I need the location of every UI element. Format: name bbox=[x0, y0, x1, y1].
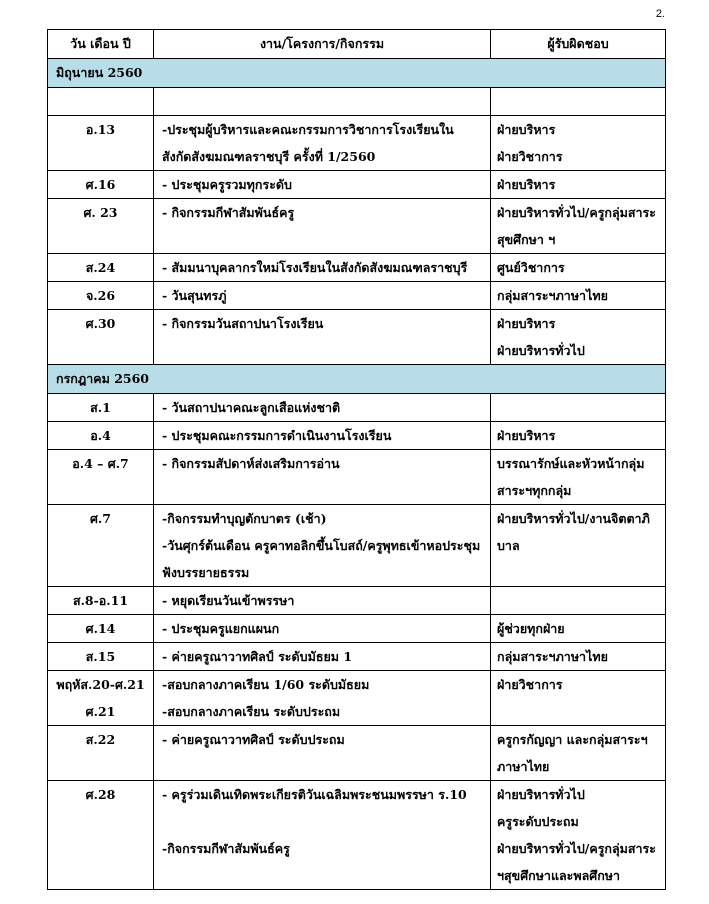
responsible-cell bbox=[491, 726, 666, 781]
date-cell-line: พฤหัส.20-ศ.21 bbox=[56, 677, 145, 692]
activity-cell-line: -กิจกรรมกีฬาสัมพันธ์ครู bbox=[162, 841, 290, 856]
date-cell-line: ศ.16 bbox=[85, 177, 116, 192]
activity-cell bbox=[154, 88, 491, 116]
activity-cell bbox=[154, 171, 491, 199]
responsible-cell-line: ฝ่ายบริหารทั่วไป/งานจิตตาภิ bbox=[497, 511, 650, 526]
date-cell bbox=[48, 88, 154, 116]
date-cell bbox=[48, 505, 154, 587]
date-cell bbox=[48, 726, 154, 781]
table-row bbox=[48, 199, 666, 254]
activity-cell bbox=[154, 199, 491, 254]
responsible-cell-line: บาล bbox=[497, 538, 520, 553]
table-row bbox=[48, 254, 666, 282]
table-row bbox=[48, 726, 666, 781]
activity-cell-line: - ค่ายครูณาวาทศิลป์ ระดับประถม bbox=[162, 732, 345, 747]
responsible-cell bbox=[491, 282, 666, 310]
activity-cell bbox=[154, 781, 491, 890]
table-header-row bbox=[48, 30, 666, 59]
activity-cell-line: สังกัดสังฆมณฑลราชบุรี ครั้งที่ 1/2560 bbox=[162, 149, 376, 164]
activity-cell-line: - ครูร่วมเดินเทิดพระเกียรติวันเฉลิมพระชนมพรรษา ร.10 bbox=[162, 787, 467, 802]
responsible-cell bbox=[491, 643, 666, 671]
activity-cell-line: ฟังบรรยายธรรม bbox=[162, 565, 250, 580]
activity-cell bbox=[154, 116, 491, 171]
activity-cell-line: - ประชุมครูรวมทุกระดับ bbox=[162, 177, 292, 192]
date-cell-line: อ.13 bbox=[85, 122, 116, 137]
month-header-row bbox=[48, 365, 666, 394]
responsible-cell bbox=[491, 254, 666, 282]
table-row bbox=[48, 422, 666, 450]
responsible-cell-line: ครูระดับประถม bbox=[497, 814, 579, 829]
responsible-cell-line: สุขศึกษา ฯ bbox=[497, 232, 556, 247]
table-row bbox=[48, 88, 666, 116]
table-row bbox=[48, 282, 666, 310]
header-responsible: ผู้รับผิดชอบ bbox=[491, 30, 666, 59]
responsible-cell-line bbox=[497, 88, 665, 115]
date-cell bbox=[48, 450, 154, 505]
activity-cell bbox=[154, 394, 491, 422]
activity-cell-line: -สอบกลางภาคเรียน 1/60 ระดับมัธยม bbox=[162, 677, 370, 692]
responsible-cell-line: ฝ่ายบริหาร bbox=[497, 177, 556, 192]
responsible-cell-line bbox=[497, 394, 665, 421]
date-cell bbox=[48, 199, 154, 254]
table-row bbox=[48, 394, 666, 422]
table-row bbox=[48, 450, 666, 505]
responsible-cell bbox=[491, 781, 666, 890]
responsible-cell-line: ศูนย์วิชาการ bbox=[497, 260, 565, 275]
date-cell-line: ศ.14 bbox=[85, 621, 116, 636]
date-cell bbox=[48, 615, 154, 643]
responsible-cell-line: ฝ่ายบริหารทั่วไป/ครูกลุ่มสาระ bbox=[497, 841, 656, 856]
table-row bbox=[48, 643, 666, 671]
schedule-table bbox=[47, 29, 666, 890]
responsible-cell-line: สาระฯทุกกลุ่ม bbox=[497, 483, 572, 498]
responsible-cell bbox=[491, 450, 666, 505]
responsible-cell-line: บรรณารักษ์และหัวหน้ากลุ่ม bbox=[497, 456, 645, 471]
activity-cell bbox=[154, 282, 491, 310]
responsible-cell-line: ฝ่ายบริหาร bbox=[497, 122, 556, 137]
date-cell bbox=[48, 587, 154, 615]
table-row bbox=[48, 587, 666, 615]
responsible-cell-line: ฝ่ายบริหาร bbox=[497, 316, 556, 331]
activity-cell-line: - ประชุมครูแยกแผนก bbox=[162, 621, 280, 636]
table-row bbox=[48, 171, 666, 199]
date-cell bbox=[48, 671, 154, 726]
date-cell-line: ส.1 bbox=[90, 400, 111, 415]
responsible-cell bbox=[491, 671, 666, 726]
responsible-cell-line: ฝ่ายวิชาการ bbox=[497, 677, 563, 692]
table-row bbox=[48, 310, 666, 365]
activity-cell-line: -วันศุกร์ต้นเดือน ครูคาทอลิกขึ้นโบสถ์/ครูพุทธเข้าหอประชุม bbox=[162, 538, 481, 553]
date-cell-line: ศ.28 bbox=[85, 787, 116, 802]
table-row bbox=[48, 781, 666, 890]
page-number: 2. bbox=[655, 8, 665, 20]
responsible-cell-line: ฝ่ายบริหาร bbox=[497, 428, 556, 443]
responsible-cell-line: ครูกรกัญญา และกลุ่มสาระฯ bbox=[497, 732, 648, 747]
activity-cell bbox=[154, 450, 491, 505]
responsible-cell-line: ฝ่ายบริหารทั่วไป bbox=[497, 343, 585, 358]
activity-cell-line: - กิจกรรมวันสถาปนาโรงเรียน bbox=[162, 316, 324, 331]
header-activity: งาน/โครงการ/กิจกรรม bbox=[154, 30, 491, 59]
activity-cell-line bbox=[162, 808, 490, 835]
responsible-cell-line: กลุ่มสาระฯภาษาไทย bbox=[497, 288, 608, 303]
activity-cell-line: - สัมมนาบุคลากรใหม่โรงเรียนในสังกัดสังฆมณฑลราชบุรี bbox=[162, 260, 468, 275]
date-cell-line: ส.22 bbox=[85, 732, 116, 747]
responsible-cell-line: ฝ่ายบริหารทั่วไป/ครูกลุ่มสาระ bbox=[497, 205, 656, 220]
responsible-cell bbox=[491, 116, 666, 171]
date-cell bbox=[48, 116, 154, 171]
month-header-row bbox=[48, 59, 666, 88]
responsible-cell bbox=[491, 88, 666, 116]
activity-cell bbox=[154, 254, 491, 282]
activity-cell-line: -กิจกรรมทำบุญตักบาตร (เช้า) bbox=[162, 511, 327, 526]
activity-cell bbox=[154, 726, 491, 781]
responsible-cell bbox=[491, 422, 666, 450]
month-label: มิถุนายน 2560 bbox=[48, 59, 666, 88]
activity-cell bbox=[154, 671, 491, 726]
responsible-cell bbox=[491, 615, 666, 643]
activity-cell-line: -ประชุมผู้บริหารและคณะกรรมการวิชาการโรงเรียนใน bbox=[162, 122, 454, 137]
date-cell-line: ศ.7 bbox=[90, 511, 111, 526]
responsible-cell bbox=[491, 394, 666, 422]
activity-cell-line: - หยุดเรียนวันเข้าพรรษา bbox=[162, 593, 295, 608]
responsible-cell bbox=[491, 171, 666, 199]
date-cell-line: จ.26 bbox=[85, 288, 116, 303]
responsible-cell-line: ฯสุขศึกษาและพลศึกษา bbox=[497, 868, 621, 883]
responsible-cell-line: ฝ่ายวิชาการ bbox=[497, 149, 563, 164]
table-row bbox=[48, 116, 666, 171]
date-cell-line: ส.8-อ.11 bbox=[72, 593, 129, 608]
schedule-body bbox=[48, 59, 666, 890]
date-cell-line: ศ. 23 bbox=[83, 205, 118, 220]
activity-cell-line bbox=[162, 88, 490, 115]
date-cell-line: ส.15 bbox=[85, 649, 116, 664]
activity-cell-line: -สอบกลางภาคเรียน ระดับประถม bbox=[162, 704, 341, 719]
month-label: กรกฎาคม 2560 bbox=[48, 365, 666, 394]
responsible-cell bbox=[491, 587, 666, 615]
table-row bbox=[48, 615, 666, 643]
date-cell-line: อ.4 – ศ.7 bbox=[72, 456, 129, 471]
date-cell bbox=[48, 781, 154, 890]
activity-cell bbox=[154, 310, 491, 365]
date-cell-line bbox=[48, 88, 153, 115]
table-row bbox=[48, 671, 666, 726]
activity-cell-line: - วันสุนทรภู่ bbox=[162, 288, 227, 303]
responsible-cell-line: ฝ่ายบริหารทั่วไป bbox=[497, 787, 585, 802]
responsible-cell-line bbox=[497, 587, 665, 614]
date-cell bbox=[48, 422, 154, 450]
date-cell bbox=[48, 171, 154, 199]
responsible-cell-line: กลุ่มสาระฯภาษาไทย bbox=[497, 649, 608, 664]
date-cell bbox=[48, 282, 154, 310]
activity-cell bbox=[154, 643, 491, 671]
activity-cell-line: - กิจกรรมสัปดาห์ส่งเสริมการอ่าน bbox=[162, 456, 340, 471]
activity-cell-line: - วันสถาปนาคณะลูกเสือแห่งชาติ bbox=[162, 400, 341, 415]
date-cell-line: ศ.30 bbox=[85, 316, 116, 331]
responsible-cell bbox=[491, 199, 666, 254]
date-cell bbox=[48, 394, 154, 422]
responsible-cell-line: ภาษาไทย bbox=[497, 759, 550, 774]
activity-cell bbox=[154, 615, 491, 643]
responsible-cell-line: ผู้ช่วยทุกฝ่าย bbox=[497, 621, 565, 636]
date-cell-line: ส.24 bbox=[85, 260, 116, 275]
activity-cell bbox=[154, 505, 491, 587]
table-row bbox=[48, 505, 666, 587]
activity-cell-line: - ประชุมคณะกรรมการดำเนินงานโรงเรียน bbox=[162, 428, 392, 443]
date-cell bbox=[48, 254, 154, 282]
responsible-cell bbox=[491, 310, 666, 365]
header-date: วัน เดือน ปี bbox=[48, 30, 154, 59]
activity-cell-line: - กิจกรรมกีฬาสัมพันธ์ครู bbox=[162, 205, 295, 220]
activity-cell bbox=[154, 422, 491, 450]
date-cell bbox=[48, 310, 154, 365]
responsible-cell bbox=[491, 505, 666, 587]
date-cell bbox=[48, 643, 154, 671]
date-cell-line: ศ.21 bbox=[85, 704, 116, 719]
activity-cell-line: - ค่ายครูณาวาทศิลป์ ระดับมัธยม 1 bbox=[162, 649, 353, 664]
date-cell-line: อ.4 bbox=[90, 428, 111, 443]
activity-cell bbox=[154, 587, 491, 615]
